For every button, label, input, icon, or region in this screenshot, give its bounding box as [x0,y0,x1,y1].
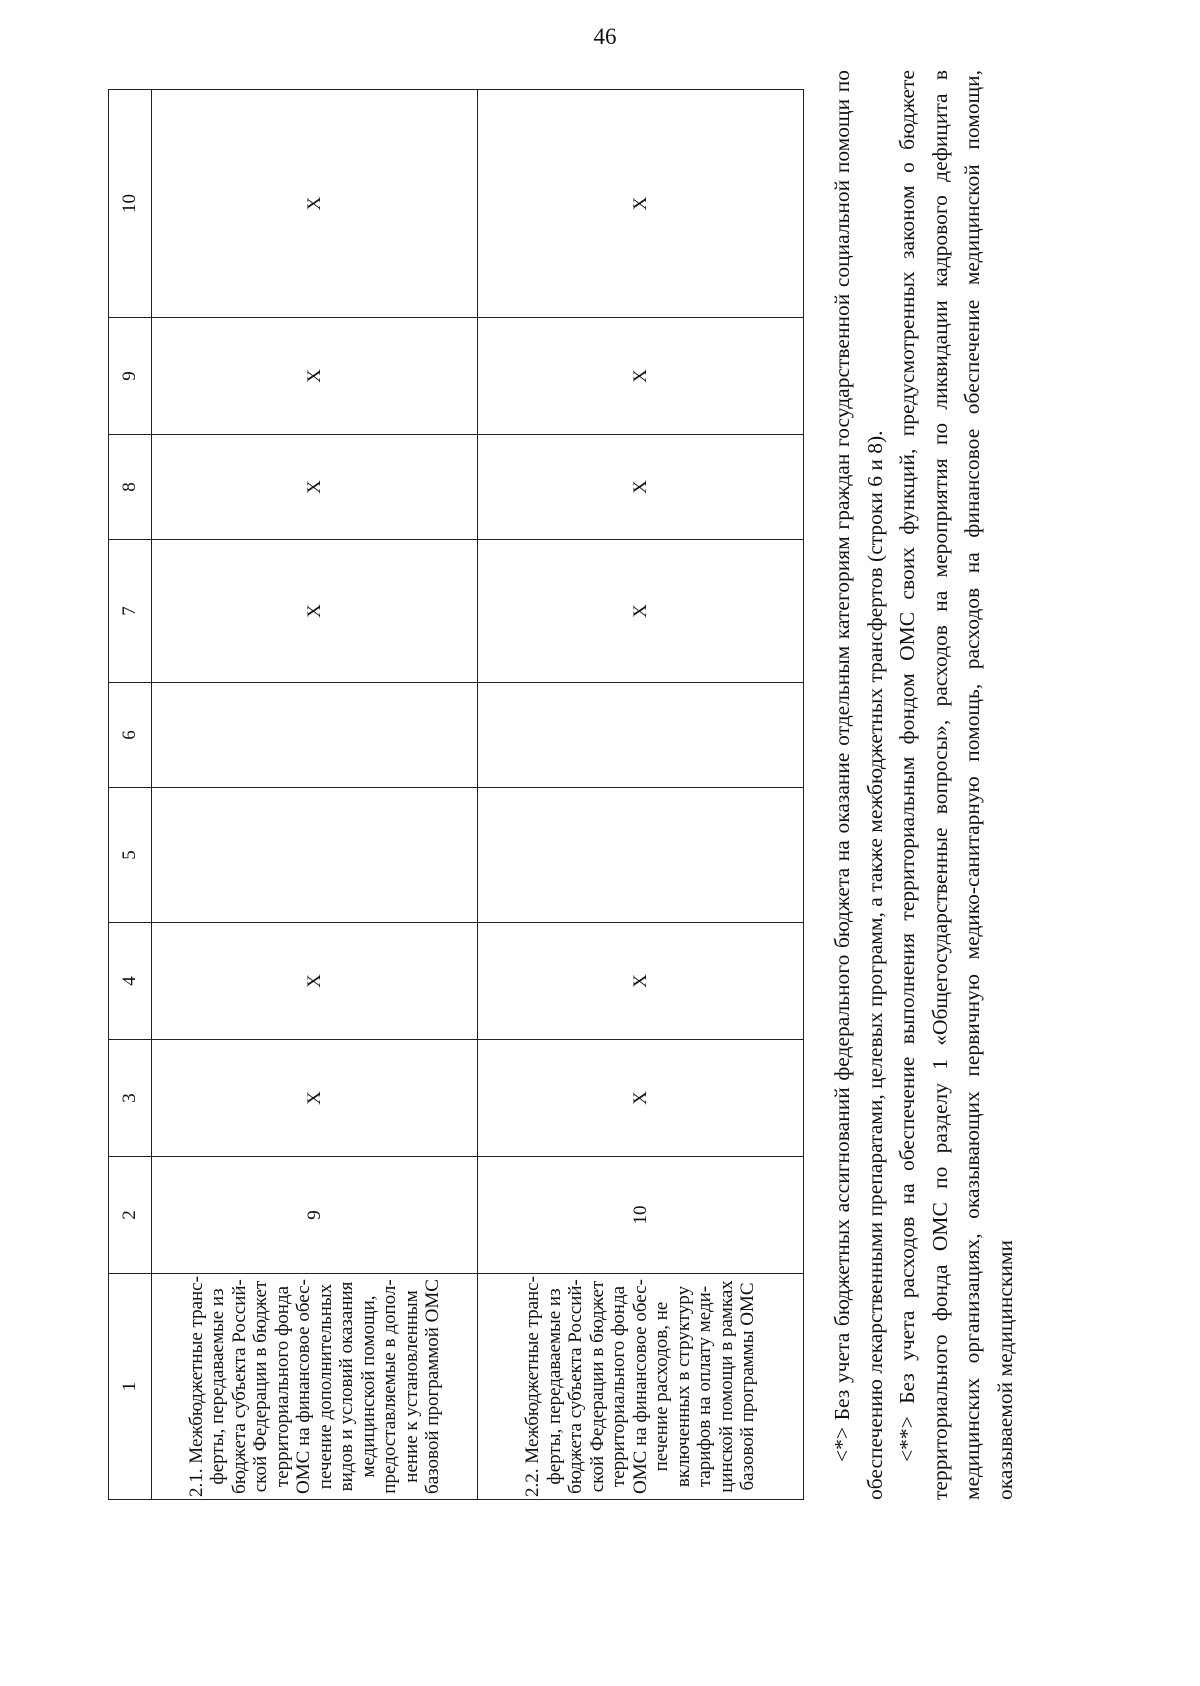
table-row [478,90,804,1500]
cell-mark: Х [478,318,804,435]
cell-mark: Х [152,1040,478,1157]
cell-empty [152,683,478,788]
footnote-double-asterisk: <**> Без учета расходов на обеспечение выполнения территориальным фондом ОМС своих функций, предусмотренных законом о бюджете территориального фонда ОМС по разделу 1 «Общегосударственные вопросы», расходов на мероприятия по ликвидации кадрового дефицита в медицинских организациях, оказывающих первичную медико-санитарную помощь, расходов на финансовое обеспечение медицинской помощи, оказываемой медицинскими [895,70,1017,1500]
cell-mark: Х [478,923,804,1040]
table-row [152,90,478,1500]
footnotes [826,70,1021,1500]
page-number: 46 [593,24,617,49]
column-number-row [109,90,152,1500]
column-number: 2 [109,1157,152,1274]
column-number: 1 [109,1274,152,1500]
column-number: 7 [109,540,152,683]
column-number: 4 [109,923,152,1040]
financing-table [108,89,804,1500]
column-number: 9 [109,318,152,435]
cell-mark: Х [152,540,478,683]
cell-mark: Х [152,90,478,318]
cell-mark: Х [478,435,804,540]
cell-mark: Х [152,923,478,1040]
cell-empty [478,788,804,923]
column-number: 3 [109,1040,152,1157]
footnote-single-asterisk: <*> Без учета бюджетных ассигнований федерального бюджета на оказание отдельным категориям граждан государственной социальной помощи по обеспечению лекарственными препаратами, целевых программ, а также межбюджетных трансфертов (строки 6 и 8). [830,70,887,1500]
cell-empty [152,788,478,923]
cell-mark: Х [478,90,804,318]
column-number: 8 [109,435,152,540]
cell-mark: Х [478,540,804,683]
row-code: 10 [478,1157,804,1274]
row-description: 2.1. Межбюджетные трансферты, передаваемые из бюджета субъекта Российской Федерации в бюджет территориального фонда ОМС на финансовое обеспечение дополнительных видов и условий оказания медицинской помощи, предоставляемые в дополнение к установленным базовой программой ОМС [152,1274,478,1500]
row-code: 9 [152,1157,478,1274]
column-number: 6 [109,683,152,788]
column-number: 5 [109,788,152,923]
row-description: 2.2. Межбюджетные трансферты, передаваемые из бюджета субъекта Российской Федерации в бюджет территориального фонда ОМС на финансовое обеспечение расходов, не включенных в структуру тарифов на оплату медицинской помощи в рамках базовой программы ОМС [478,1274,804,1500]
cell-mark: Х [152,318,478,435]
cell-empty [478,683,804,788]
rotated-landscape-content [108,70,1028,1500]
column-number: 10 [109,90,152,318]
cell-mark: Х [152,435,478,540]
cell-mark: Х [478,1040,804,1157]
